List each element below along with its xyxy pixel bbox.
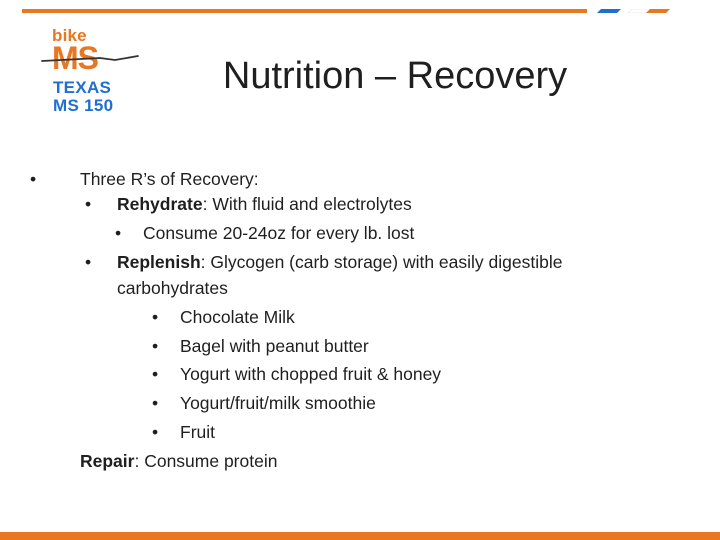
bullet-l1: •: [30, 169, 37, 189]
point-rehydrate: [117, 190, 412, 219]
bullet-l4: •: [152, 364, 159, 384]
point-three-rs: Three R’s of Recovery:: [80, 169, 259, 189]
bottom-accent-bar: [0, 532, 720, 540]
rehydrate-label: Rehydrate: [117, 194, 203, 214]
food-item: Fruit: [180, 422, 215, 442]
point-replenish: [117, 248, 562, 277]
logo-texas-text: TEXAS: [53, 78, 112, 97]
point-rehydrate-sub: Consume 20-24oz for every lb. lost: [143, 223, 415, 243]
bullet-l4: •: [152, 393, 159, 413]
food-item: Chocolate Milk: [180, 307, 295, 327]
top-accent-bar: [22, 9, 662, 13]
food-item: Bagel with peanut butter: [180, 336, 369, 356]
repair-label: Repair: [80, 451, 135, 471]
replenish-label: Replenish: [117, 252, 201, 272]
bullet-l4: •: [152, 307, 159, 327]
repair-text: : Consume protein: [134, 451, 278, 471]
food-item: Yogurt with chopped fruit & honey: [180, 364, 442, 384]
point-replenish-cont: carbohydrates: [117, 278, 228, 298]
logo-ms150-text: MS 150: [53, 96, 114, 115]
bullet-l3: •: [115, 223, 122, 243]
bullet-l4: •: [152, 336, 159, 356]
bullet-l4: •: [152, 422, 159, 442]
logo-ms-text: MS: [52, 40, 98, 76]
logo-strike-line: [40, 54, 140, 66]
bike-ms-logo: [40, 24, 140, 124]
bullet-l2: •: [85, 194, 92, 214]
logo-bike-text: bike: [52, 26, 87, 45]
food-item: Yogurt/fruit/milk smoothie: [180, 393, 376, 413]
point-repair: [80, 447, 277, 476]
replenish-text: : Glycogen (carb storage) with easily digestible: [200, 252, 563, 272]
bullet-l2: •: [85, 252, 92, 272]
rehydrate-text: : With fluid and electrolytes: [202, 194, 412, 214]
slide-title: Nutrition – Recovery: [222, 55, 568, 97]
